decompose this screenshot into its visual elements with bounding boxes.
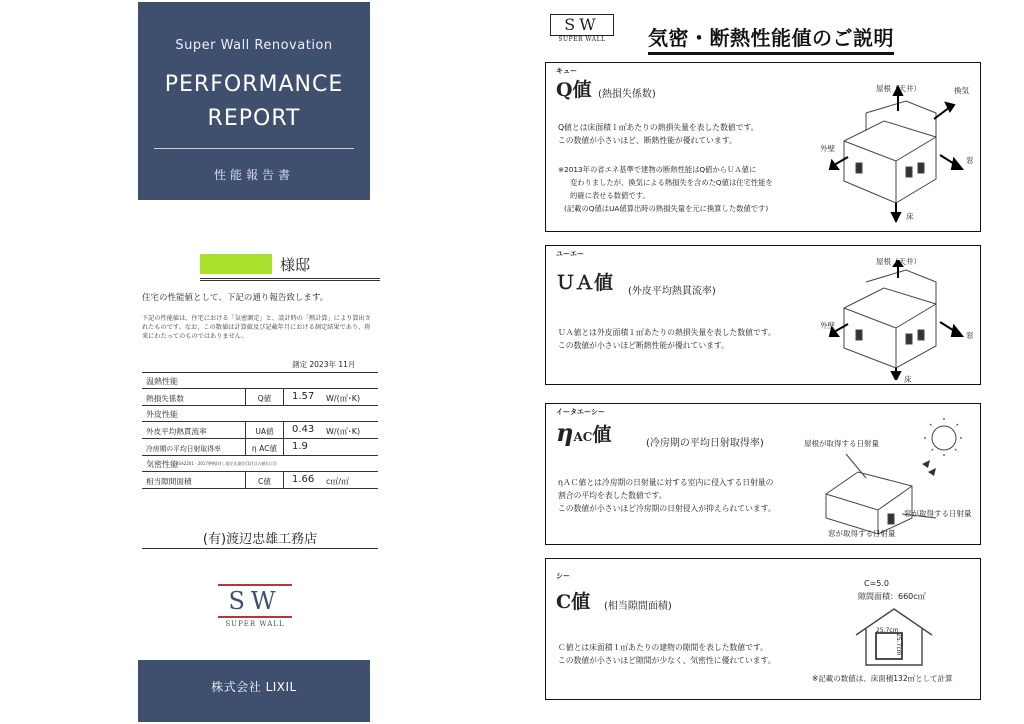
gap-dimension-width: 25.7cm [876, 627, 899, 634]
ua-ruby: ユーエー [556, 250, 584, 258]
q-description [558, 121, 758, 147]
eta-ac-value-box [545, 403, 981, 545]
section-label: 気密性能 [146, 460, 178, 469]
cover-title-line2: REPORT [207, 106, 301, 131]
logo-bar-bottom [218, 616, 292, 618]
ua-desc-line: ＵＡ値とは外皮面積１㎡あたりの熱損失量を表した数値です。 [558, 328, 776, 337]
row-name: 冷房期の平均日射取得率 [146, 445, 221, 453]
logo-bar-top [218, 584, 292, 586]
row-name: 熱損失係数 [146, 394, 184, 403]
table-row [142, 422, 378, 439]
label-ventilation: 換気 [954, 86, 969, 95]
super-wall-logo [210, 584, 300, 630]
section-label: 温熱性能 [146, 377, 178, 386]
disclaimer-note: 下記の性能値は、住宅における「気密測定」と、設計時の「熱計算」により算出されたものです。なお、この数値は計算値及び記載年月における測定結果であり、将来にわたってのものではありません。 [142, 315, 371, 340]
q-note [558, 163, 773, 215]
label-roof: 屋根（天井） [876, 257, 921, 266]
ua-subtitle: (外皮平均熱貫流率) [628, 286, 716, 297]
house-envelope-diagram [826, 260, 976, 380]
q-note-line: 的確に表せる数値です。 [570, 191, 650, 200]
table-row [142, 439, 378, 456]
row-value: 1.57 [292, 391, 315, 402]
q-desc-line: この数値が小さいほど、断熱性能が優れています。 [558, 136, 737, 145]
q-ruby: キュー [556, 67, 577, 75]
eta-desc-line: この数値が小さいほど冷房期の日射侵入が抑えられています。 [558, 504, 776, 513]
ua-desc-line: この数値が小さいほど断熱性能が優れています。 [558, 341, 729, 350]
super-wall-logo-small [550, 14, 614, 43]
client-suffix: 様邸 [280, 256, 311, 274]
section-thermal [142, 373, 378, 389]
c-term: C値 [556, 591, 591, 613]
solar-gain-diagram [816, 414, 978, 542]
jis-standard-note: JISA2201 · 2017準拠(同し規定比測定(1回目の値)は可) [176, 461, 277, 466]
label-window: 窓 [966, 331, 974, 340]
row-unit: W/(㎡･K) [326, 427, 361, 436]
client-name-row [200, 252, 380, 278]
gap-dimension-height: 25.7cm [895, 633, 902, 656]
label-wall: 外壁 [820, 144, 835, 153]
house-gap-diagram [852, 605, 936, 667]
q-subtitle: (熱損失係数) [598, 89, 656, 100]
measurement-date: 測定 2023年 11月 [292, 360, 356, 369]
q-note-line: (記載のQ値はUA値算出時の熱損失量を元に換算した数値です) [564, 204, 769, 213]
ua-value-box [545, 245, 981, 385]
table-row [142, 472, 378, 489]
label-window-solar: 窓が取得する日射量 [828, 529, 896, 538]
row-value: 1.9 [292, 441, 308, 452]
eta-subtitle: (冷房期の平均日射取得率) [646, 438, 764, 449]
logo-tagline: SUPER WALL [558, 36, 606, 43]
cover-jp-title: 性能報告書 [213, 168, 294, 182]
cover-divider [154, 148, 354, 149]
lixil-footer: 株式会社 LIXIL [138, 660, 370, 722]
client-underline-second [200, 280, 380, 281]
c-desc-line: Ｃ値とは床面積１㎡あたりの建物の隙間を表した数値です。 [558, 643, 768, 652]
row-unit: W/(㎡･K) [326, 394, 361, 403]
q-value-box [545, 62, 981, 232]
section-airtight [142, 456, 378, 472]
eta-term [556, 418, 611, 447]
c-footnote: ※記載の数値は、床面積132㎡として計算 [812, 674, 953, 683]
q-note-line: ※2013年の省エネ基準で建物の断熱性能はQ値からＵＡ値に [558, 165, 757, 174]
table-row [142, 389, 378, 406]
q-desc-line: Q値とは床面積１㎡あたりの熱損失量を表した数値です。 [558, 123, 759, 132]
c-description [558, 641, 776, 667]
eta-desc-line: 割合の平均を表した数値です。 [558, 491, 667, 500]
page-title: 気密・断熱性能値のご説明 [648, 22, 894, 55]
row-unit: c㎡/㎡ [326, 477, 350, 486]
label-wall: 外壁 [820, 321, 835, 330]
c-value-box [545, 558, 981, 700]
label-floor: 床 [906, 212, 914, 221]
report-cover [138, 2, 370, 200]
row-symbol: UA値 [245, 422, 284, 438]
eta-subscript: AC [573, 430, 593, 444]
q-note-line: 変わりましたが、換気による熱損失を含めたQ値は住宅性能を [570, 178, 773, 187]
house-heatloss-diagram [826, 83, 976, 223]
cover-title-line1: PERFORMANCE [164, 72, 344, 97]
builder-company: (有)渡辺忠雄工務店 [202, 532, 318, 547]
logo-letters: SW [550, 14, 614, 36]
row-value: 0.43 [292, 424, 315, 435]
label-roof: 屋根（天井） [876, 84, 921, 93]
label-roof-solar: 屋根が取得する日射量 [804, 439, 879, 448]
row-name: 外皮平均熱貫流率 [146, 427, 207, 436]
section-envelope [142, 406, 378, 422]
ua-description [558, 326, 776, 352]
client-underline [200, 278, 380, 279]
row-name: 相当隙間面積 [146, 477, 192, 486]
company-underline [142, 548, 378, 549]
logo-tagline: SUPER WALL [225, 620, 285, 628]
section-label: 外皮性能 [146, 410, 178, 419]
gap-area-label: 隙間面積：660c㎡ [858, 592, 926, 601]
cover-title [138, 68, 370, 136]
eta-suffix: 値 [592, 424, 612, 446]
c-desc-line: この数値が小さいほど隙間が少なく、気密性に優れています。 [558, 656, 776, 665]
performance-table [142, 372, 378, 489]
redacted-client-name [200, 254, 272, 274]
eta-symbol: η [556, 418, 574, 447]
q-term: Q値 [556, 79, 592, 101]
cover-subtitle: Super Wall Renovation [175, 38, 333, 53]
label-window: 窓 [966, 156, 974, 165]
logo-letters: SW [228, 587, 282, 615]
ua-term: ＵＡ値 [556, 272, 614, 294]
label-floor: 床 [904, 375, 912, 384]
row-value: 1.66 [292, 474, 315, 485]
row-symbol: Q値 [245, 389, 284, 405]
c-value-example: C=5.0 [864, 579, 890, 588]
eta-ruby: イータエーシー [556, 408, 605, 416]
c-subtitle: (相当隙間面積) [604, 601, 672, 612]
eta-desc-line: ηＡＣ値とは冷房期の日射量に対する室内に侵入する日射量の [558, 478, 774, 487]
eta-description [558, 476, 776, 515]
intro-text: 住宅の性能値として、下記の通り報告致します。 [142, 293, 329, 303]
row-symbol: η AC値 [245, 439, 284, 455]
row-symbol: C値 [245, 472, 284, 488]
label-wall-solar: 窓が取得する日射量 [904, 509, 972, 518]
c-ruby: シー [556, 572, 570, 580]
